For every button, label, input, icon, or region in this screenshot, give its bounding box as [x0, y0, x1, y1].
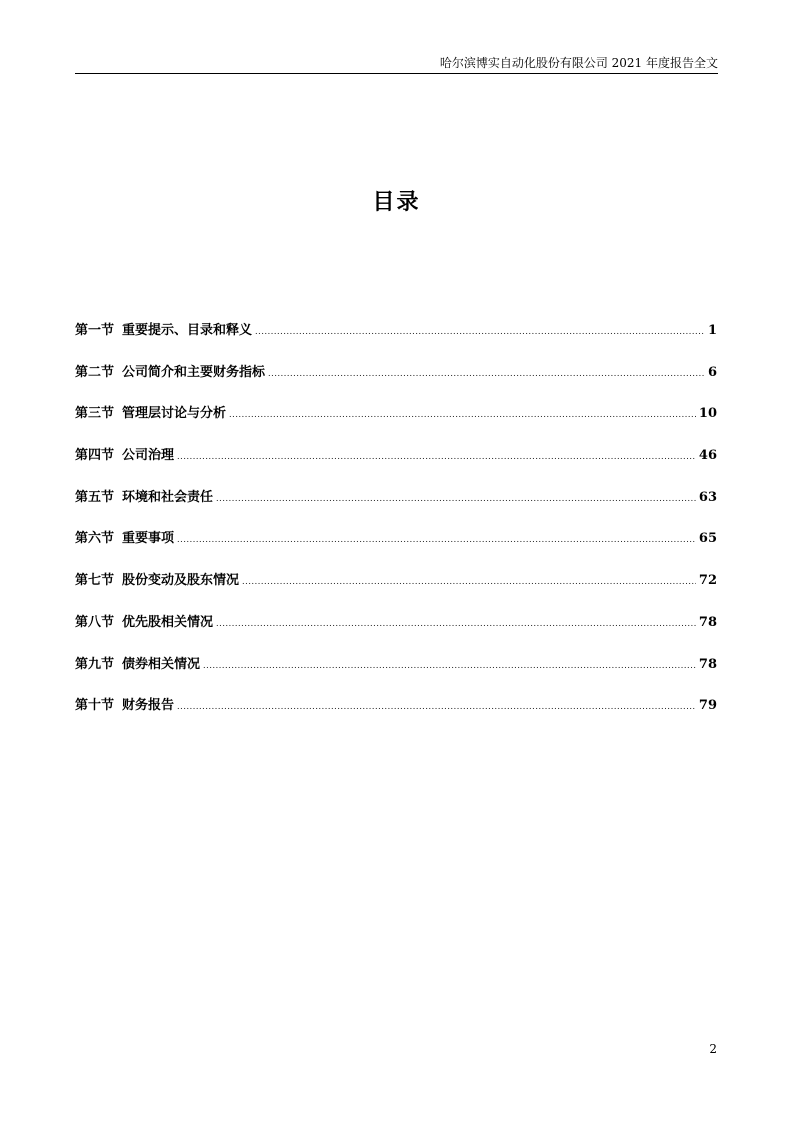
- toc-section-number: 第八节: [75, 614, 115, 630]
- running-header: 哈尔滨博实自动化股份有限公司 2021 年度报告全文: [439, 56, 718, 70]
- toc-section-number: 第一节: [75, 323, 115, 338]
- toc-section-number: 第四节: [75, 448, 115, 464]
- toc-page-number: 78: [698, 614, 717, 630]
- toc-section-title: 公司治理: [122, 448, 175, 464]
- toc-entry-4[interactable]: [75, 446, 717, 488]
- toc-section-title: 财务报告: [122, 698, 175, 714]
- toc-dot-leader: [177, 530, 696, 550]
- toc-section-number: 第十节: [75, 698, 115, 714]
- toc-entry-7[interactable]: [75, 571, 717, 613]
- toc-dot-leader: [255, 322, 705, 342]
- toc-entry-10[interactable]: [75, 696, 717, 738]
- toc-page-number: 72: [698, 573, 717, 589]
- toc-section-number: 第九节: [75, 656, 115, 672]
- toc-dot-leader: [177, 697, 696, 717]
- toc-dot-leader: [216, 614, 696, 634]
- toc-entry-8[interactable]: [75, 613, 717, 655]
- toc-page-number: 46: [698, 448, 717, 464]
- toc-page-number: 63: [698, 489, 717, 505]
- toc-section-title: 债券相关情况: [122, 656, 201, 672]
- toc-entry-9[interactable]: [75, 655, 717, 697]
- toc-entry-6[interactable]: [75, 529, 717, 571]
- toc-section-title: 公司简介和主要财务指标: [122, 364, 266, 380]
- header-divider: [75, 73, 718, 74]
- toc-section-number: 第五节: [75, 489, 115, 505]
- toc-page-number: 1: [707, 323, 717, 338]
- toc-section-number: 第二节: [75, 364, 115, 380]
- toc-entry-1[interactable]: [75, 321, 717, 363]
- toc-dot-leader: [242, 572, 696, 592]
- toc-section-title: 环境和社会责任: [122, 489, 214, 505]
- toc-entry-3[interactable]: [75, 404, 717, 446]
- page-number: 2: [709, 1042, 717, 1056]
- toc-title: 目录: [372, 190, 421, 215]
- toc-page-number: 10: [698, 406, 717, 422]
- toc-section-number: 第六节: [75, 531, 115, 547]
- toc-section-number: 第七节: [75, 573, 115, 589]
- toc-section-number: 第三节: [75, 406, 115, 422]
- toc-page-number: 65: [698, 531, 717, 547]
- toc-dot-leader: [177, 447, 696, 467]
- toc-section-title: 管理层讨论与分析: [122, 406, 227, 422]
- toc-dot-leader: [229, 405, 696, 425]
- toc-entry-5[interactable]: [75, 488, 717, 530]
- toc-section-title: 股份变动及股东情况: [122, 573, 240, 589]
- toc-page-number: 79: [698, 698, 717, 714]
- toc-section-title: 重要事项: [122, 531, 175, 547]
- toc-page-number: 6: [707, 364, 717, 380]
- toc-entry-2[interactable]: [75, 363, 717, 405]
- toc-dot-leader: [203, 656, 696, 676]
- toc-page-number: 78: [698, 656, 717, 672]
- table-of-contents: [75, 321, 717, 738]
- toc-dot-leader: [268, 364, 705, 384]
- toc-section-title: 优先股相关情况: [122, 614, 214, 630]
- toc-section-title: 重要提示、目录和释义: [122, 323, 253, 338]
- toc-dot-leader: [216, 489, 696, 509]
